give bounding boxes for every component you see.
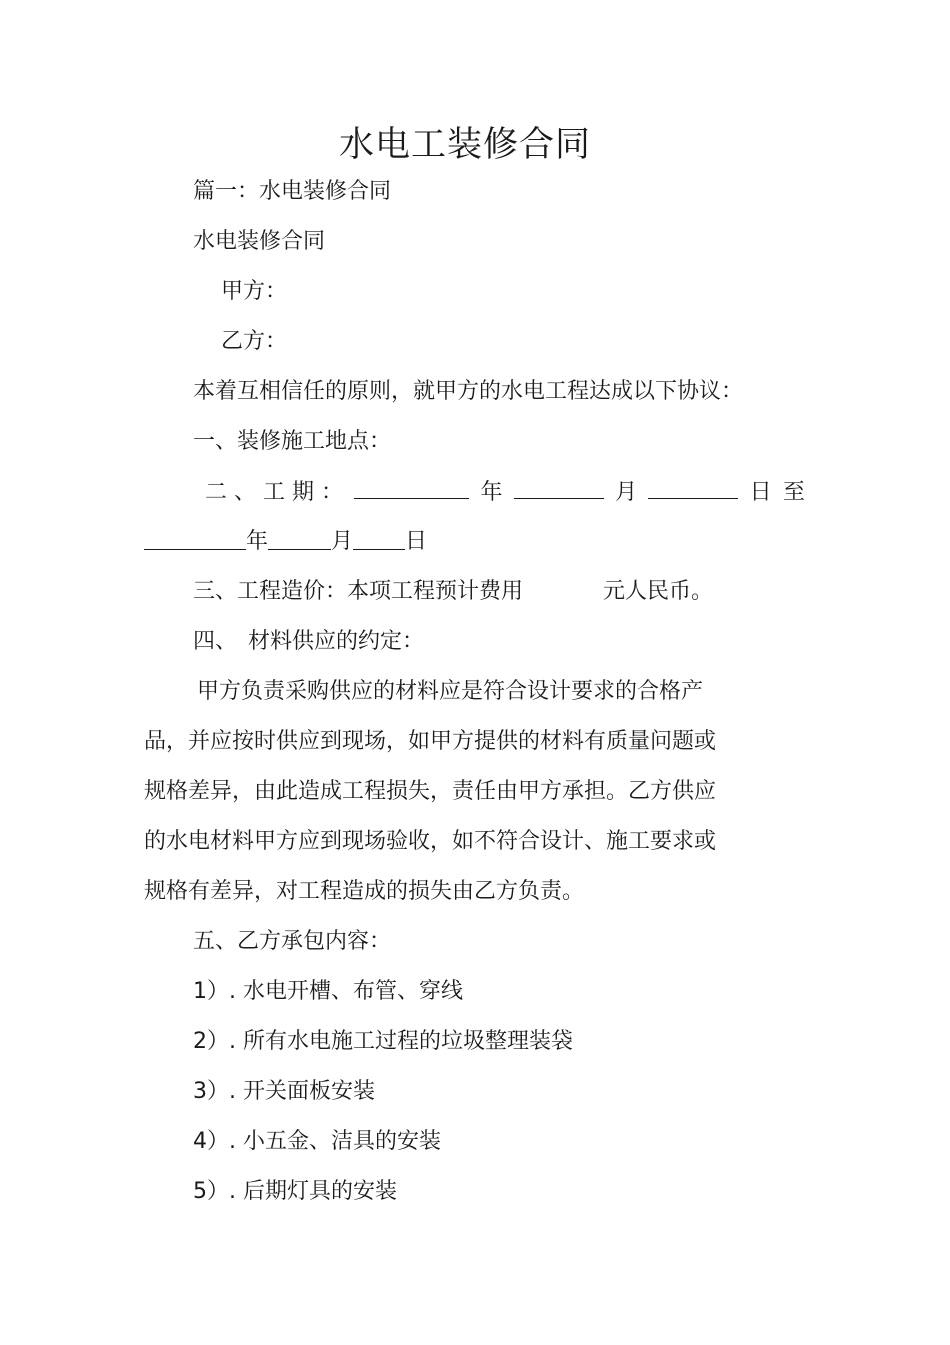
clause-3-cost-a: 三、工程造价：本项工程预计费用	[193, 579, 524, 604]
scope-item-2: 2）. 所有水电施工过程的垃圾整理装袋	[193, 1029, 573, 1054]
blank-year-2	[144, 527, 246, 550]
blank-year-1	[354, 476, 469, 499]
clause-4-materials: 四、 材料供应的约定：	[193, 629, 425, 654]
to-label: 至	[782, 480, 805, 505]
blank-day-2	[353, 527, 405, 550]
section-heading: 篇一：水电装修合同	[193, 179, 392, 204]
month-label-2: 月	[331, 529, 354, 554]
year-label-1: 年	[480, 480, 503, 505]
contract-subtitle: 水电装修合同	[193, 229, 326, 254]
clause-2-period-end	[144, 526, 427, 558]
scope-item-3: 3）. 开关面板安装	[193, 1079, 375, 1104]
clause-1-location: 一、装修施工地点：	[193, 429, 392, 454]
intro-paragraph: 本着互相信任的原则，就甲方的水电工程达成以下协议：	[193, 379, 744, 404]
party-b-label: 乙方：	[221, 329, 288, 354]
clause-5-scope: 五、乙方承包内容：	[193, 929, 392, 954]
year-label-2: 年	[246, 529, 269, 554]
materials-paragraph-line-4: 的水电材料甲方应到现场验收，如不符合设计、施工要求或	[144, 829, 717, 854]
scope-item-5: 5）. 后期灯具的安装	[193, 1179, 397, 1204]
day-label-1: 日	[749, 480, 772, 505]
blank-month-2	[268, 527, 331, 550]
blank-day-1	[648, 476, 738, 499]
party-a-label: 甲方：	[221, 279, 288, 304]
scope-item-4: 4）. 小五金、洁具的安装	[193, 1129, 441, 1154]
month-label-1: 月	[615, 480, 638, 505]
document-title: 水电工装修合同	[338, 125, 591, 165]
materials-paragraph-line-5: 规格有差异，对工程造成的损失由乙方负责。	[144, 879, 585, 904]
materials-paragraph-line-1: 甲方负责采购供应的材料应是符合设计要求的合格产	[197, 679, 704, 704]
clause-3-cost-b: 元人民币。	[603, 579, 714, 604]
scope-item-1: 1）. 水电开槽、布管、穿线	[193, 979, 463, 1004]
day-label-2: 日	[405, 529, 428, 554]
clause-2-period-row	[205, 476, 805, 509]
clause-2-label: 二 、 工 期 ：	[205, 480, 343, 505]
materials-paragraph-line-2: 品，并应按时供应到现场，如甲方提供的材料有质量问题或	[144, 729, 717, 754]
blank-month-1	[514, 476, 604, 499]
materials-paragraph-line-3: 规格差异，由此造成工程损失，责任由甲方承担。乙方供应	[144, 779, 717, 804]
